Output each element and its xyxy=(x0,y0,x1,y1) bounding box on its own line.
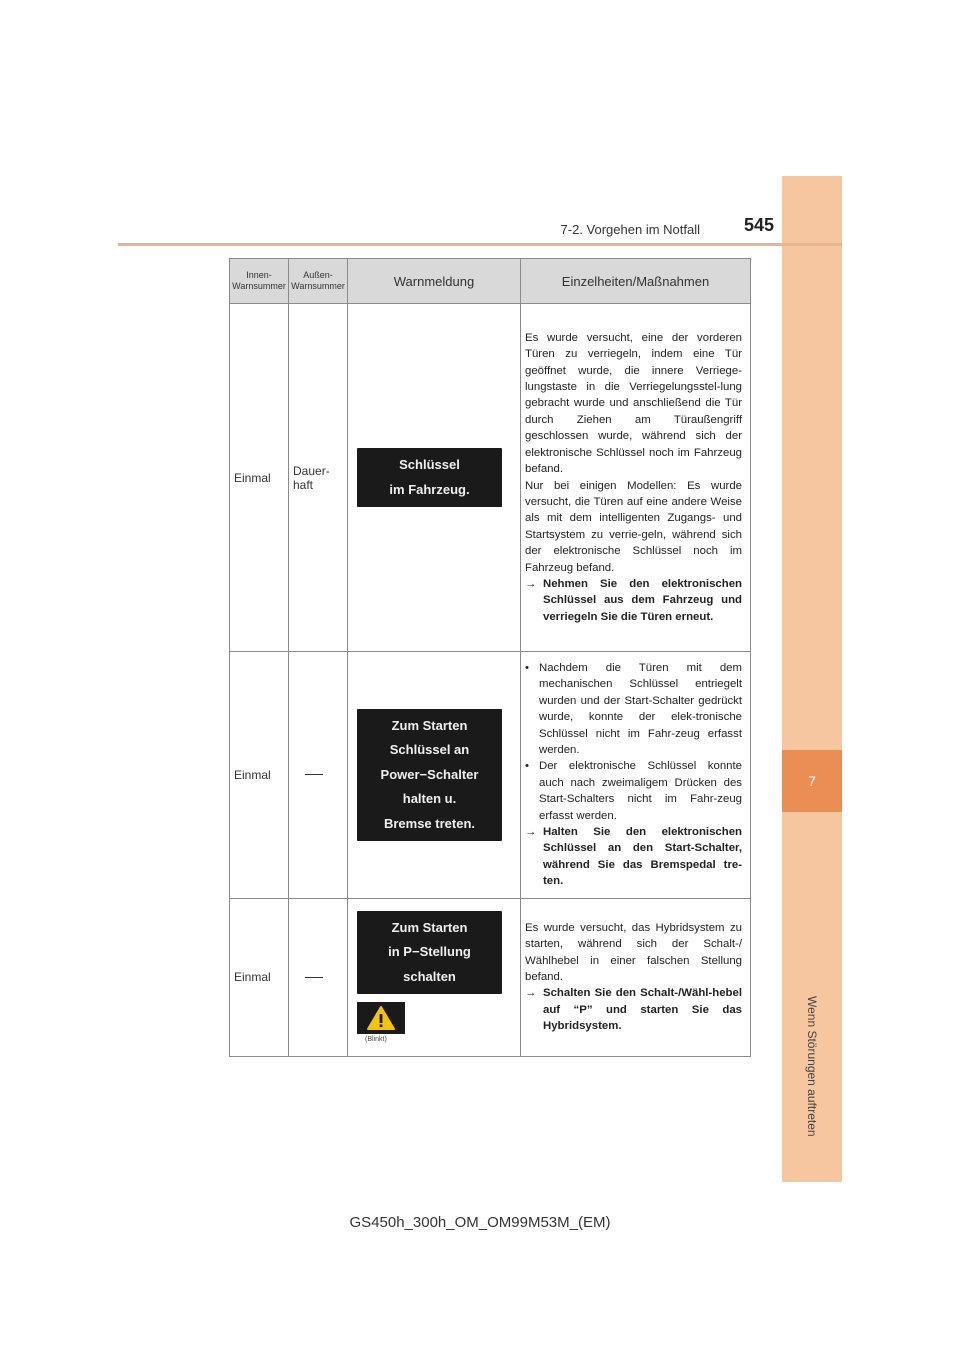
action-text: → Halten Sie den elektronischen Schlüssel an den Start-Schalter, während Sie das Bremspedal tre-ten. xyxy=(525,826,742,888)
warning-message-display: Zum Starten Schlüssel an Power−Schalter halten u. Bremse treten. xyxy=(357,709,502,842)
bullet-icon: • xyxy=(525,662,529,674)
details-cell xyxy=(521,898,751,1056)
header-divider xyxy=(118,243,842,246)
inner-buzzer-cell: Einmal xyxy=(230,898,289,1056)
column-header-message: Warnmeldung xyxy=(348,259,521,304)
warning-message-cell xyxy=(348,304,521,652)
warning-message-cell xyxy=(348,652,521,899)
blinking-caption: (Blinkt) xyxy=(365,1036,387,1044)
inner-buzzer-cell: Einmal xyxy=(230,652,289,899)
warning-message-cell xyxy=(348,898,521,1056)
bullet-icon: • xyxy=(525,760,529,773)
outer-buzzer-cell: Dauer- haft xyxy=(289,304,348,652)
arrow-icon: → xyxy=(525,987,537,1000)
warning-message-display: Zum Starten in P−Stellung schalten xyxy=(357,911,502,995)
chapter-sidebar xyxy=(782,176,842,1182)
table-row xyxy=(230,304,751,652)
table-row xyxy=(230,652,751,899)
arrow-icon: → xyxy=(525,577,537,590)
action-text: → Nehmen Sie den elektronischen Schlüssel aus dem Fahrzeug und verriegeln Sie die Türen erneut. xyxy=(525,577,742,623)
details-cell xyxy=(521,304,751,652)
chapter-number-tab[interactable]: 7 xyxy=(782,750,842,812)
column-header-inner-buzzer: Innen- Warnsummer xyxy=(230,259,289,304)
warning-table xyxy=(229,258,751,1057)
document-code-footer: GS450h_300h_OM_OM99M53M_(EM) xyxy=(349,1214,611,1231)
details-text: Es wurde versucht, das Hybridsystem zu starten, während sich der Schalt-/ Wählhebel in einer falschen Stellung befand. xyxy=(525,921,742,983)
warning-message-display: Schlüssel im Fahrzeug. xyxy=(357,448,502,507)
page-number: 545 xyxy=(743,215,774,235)
action-text: → Schalten Sie den Schalt-/Wähl-hebel auf “P” und starten Sie das Hybridsystem. xyxy=(525,987,742,1033)
dash-icon xyxy=(305,774,323,775)
details-cell xyxy=(521,652,751,899)
details-text: Es wurde versucht, eine der vorderen Türen zu verriegeln, indem eine Tür geöffnet wurde, die innere Verriege-lungstaste in die Verriegelungsstel-lung gebracht wurde und anschließend die Tür durch Ziehen am Türaußengriff geschlossen wurde, während sich der elektronische Schlüssel noch im Fahrzeug befand. xyxy=(525,331,742,476)
details-bullet: • Nachdem die Türen mit dem mechanischen Schlüssel entriegelt wurden und der Start-Schalter gedrückt wurde, konnte der elek-tronische Schlüssel nicht im Fahr-zeug erfasst werden. xyxy=(525,662,742,757)
column-header-details: Einzelheiten/Maßnahmen xyxy=(521,259,751,304)
table-row xyxy=(230,898,751,1056)
table-header-row xyxy=(230,259,751,304)
column-header-outer-buzzer: Außen- Warnsummer xyxy=(289,259,348,304)
inner-buzzer-cell: Einmal xyxy=(230,304,289,652)
chapter-title: Wenn Störungen auftreten xyxy=(805,996,819,1137)
outer-buzzer-cell xyxy=(289,652,348,899)
details-text-2: Nur bei einigen Modellen: Es wurde versucht, die Türen auf eine andere Weise als mit dem intelligenten Zugangs- und Startsystem zu verrie-geln, während sich der elektronische Schlüssel noch im Fahrzeug befand. xyxy=(525,479,742,574)
section-title: 7-2. Vorgehen im Notfall xyxy=(560,222,700,237)
outer-buzzer-cell xyxy=(289,898,348,1056)
details-bullet: • Der elektronische Schlüssel konnte auch nach zweimaligem Drücken des Start-Schalters nicht im Fahr-zeug erfasst werden. xyxy=(525,760,742,822)
arrow-icon: → xyxy=(525,826,537,839)
dash-icon xyxy=(305,977,323,978)
warning-triangle-icon xyxy=(357,1002,405,1034)
